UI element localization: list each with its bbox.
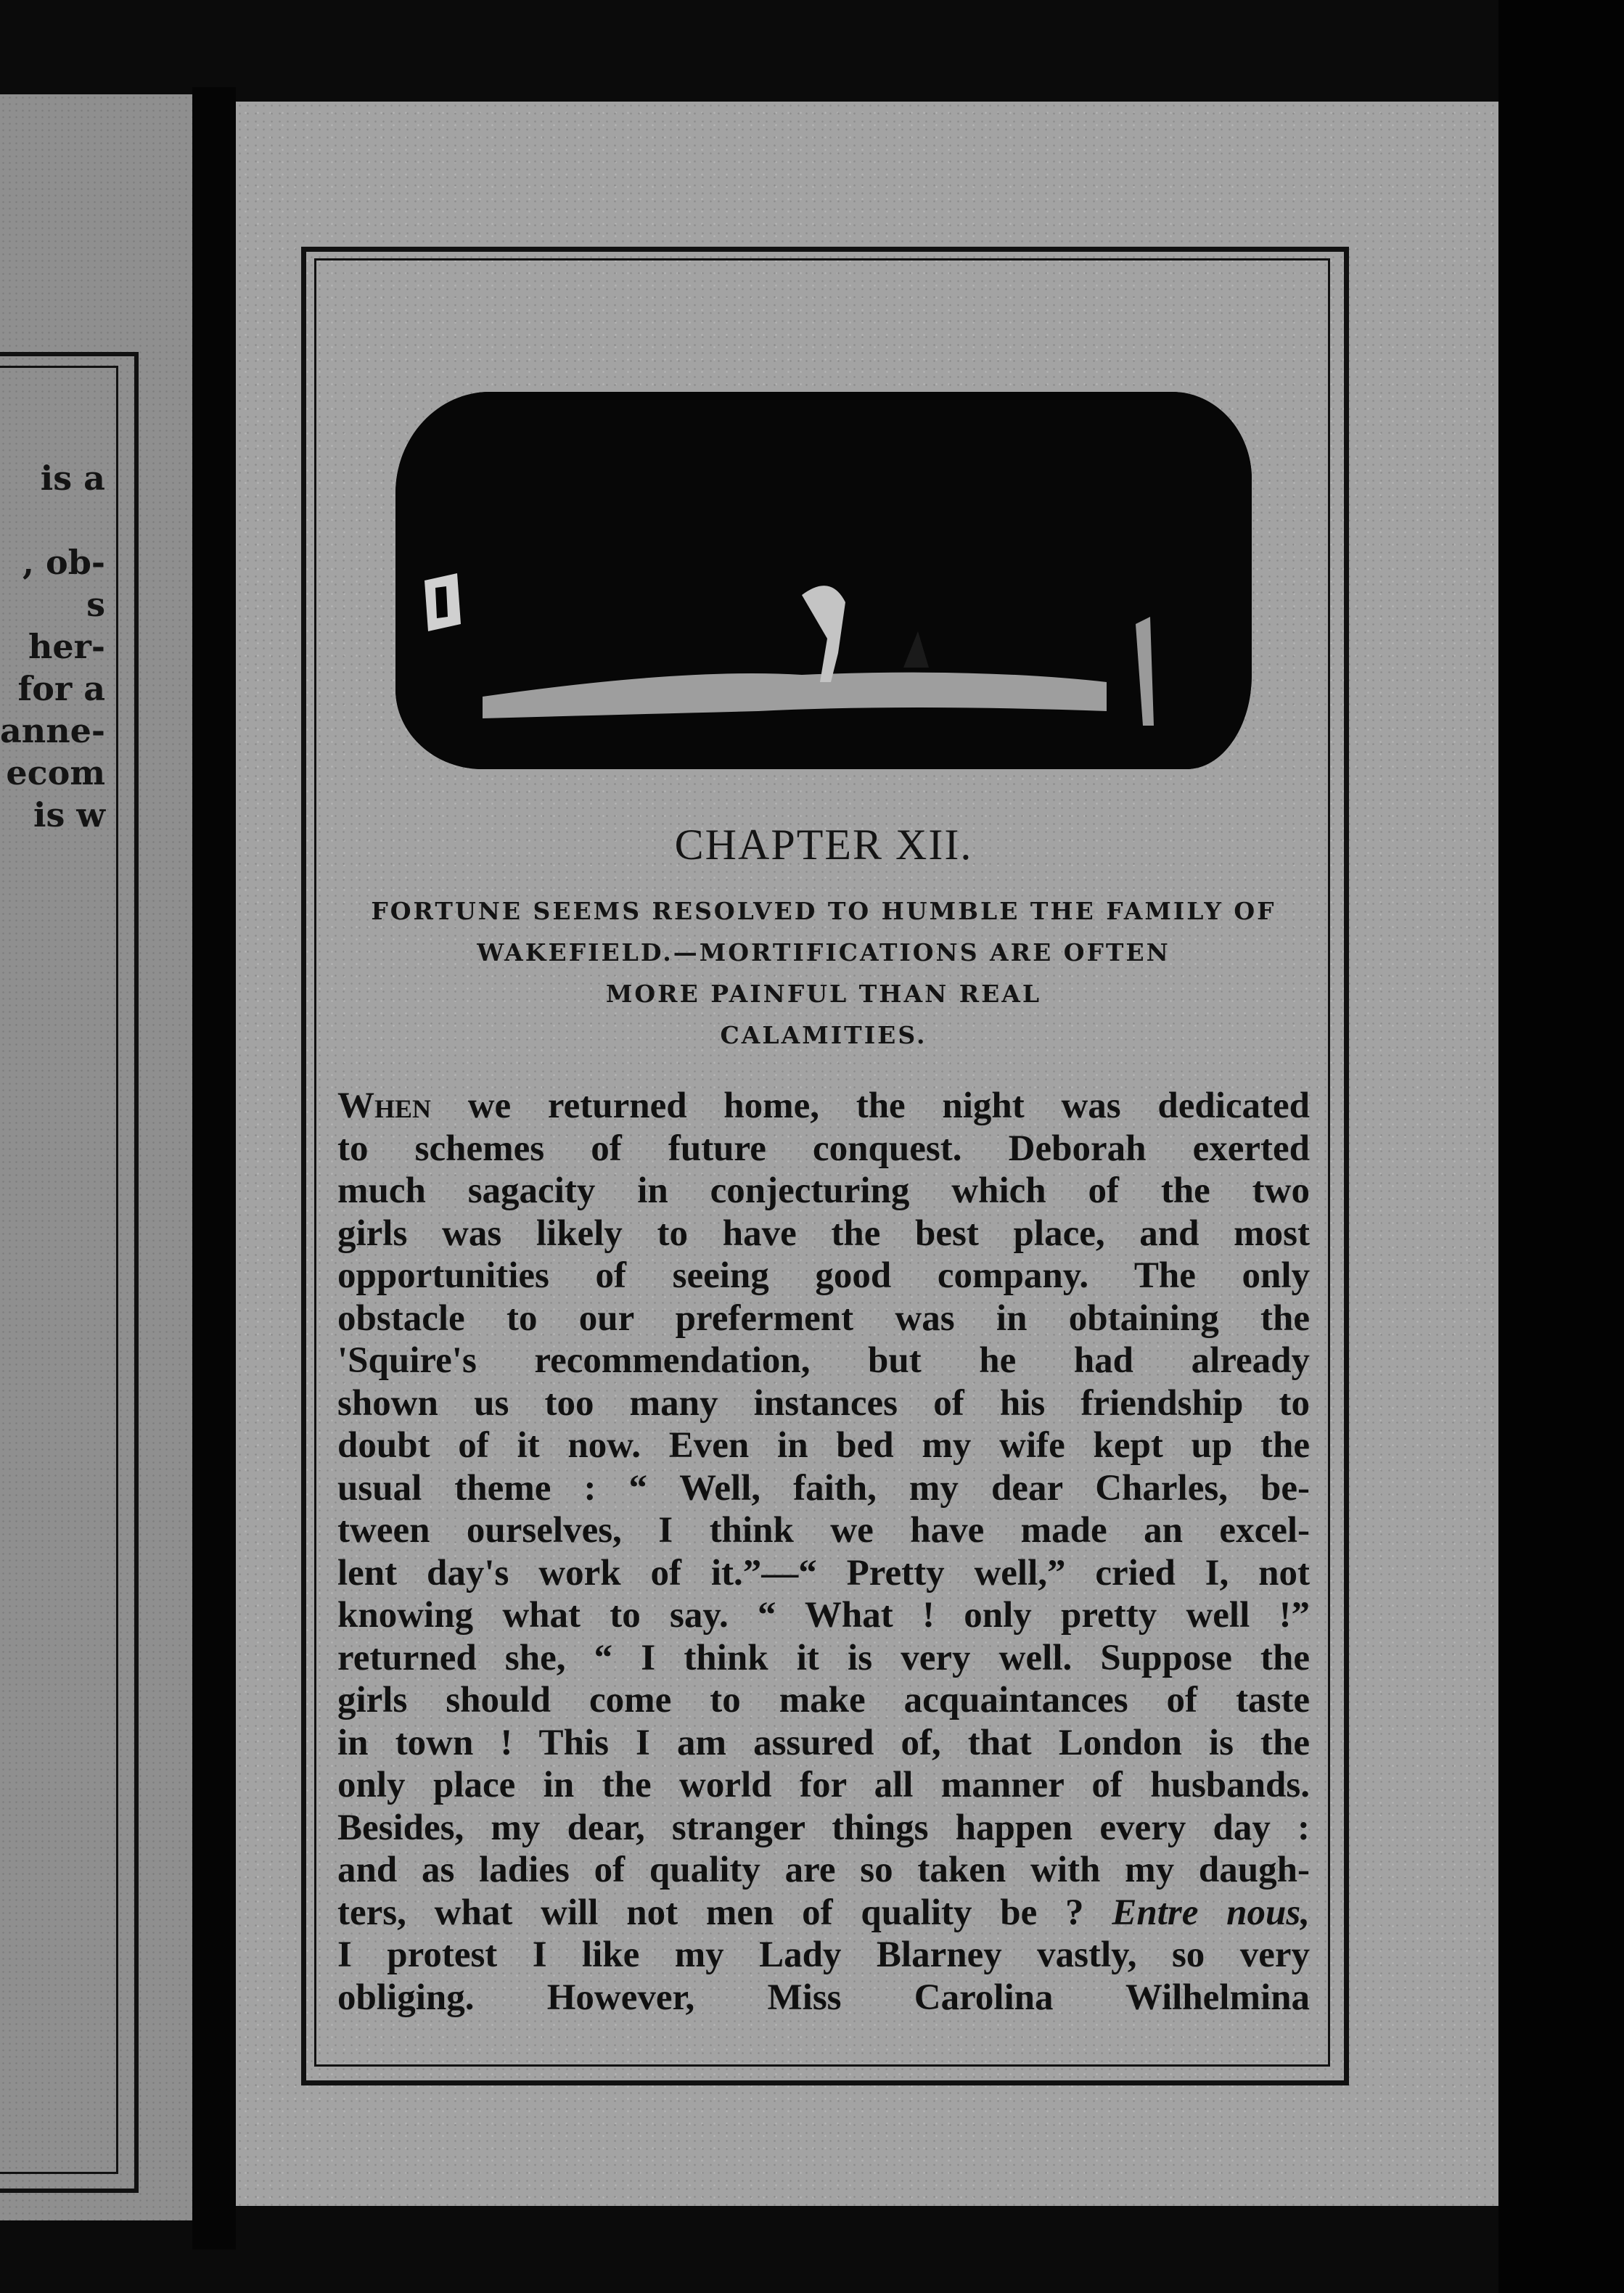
italic-phrase: Entre nous, xyxy=(1112,1892,1311,1933)
left-page-fragment xyxy=(0,94,192,2220)
subtitle-line: FORTUNE SEEMS RESOLVED TO HUMBLE THE FAMILY OF xyxy=(371,897,1276,925)
engraving-scene xyxy=(395,392,1252,769)
left-fragment: ecom xyxy=(6,753,105,792)
text-line: usual theme : “ Well, faith, my dear Charles, be- xyxy=(337,1467,1310,1509)
text-line: girls should come to make acquaintances of taste xyxy=(337,1680,1310,1720)
text-line: shown us too many instances of his friendship to xyxy=(337,1382,1310,1424)
text-line: returned she, “ I think it is very well. Suppose the xyxy=(337,1637,1310,1678)
dark-background-edge xyxy=(1498,0,1624,2293)
text-line-start: ters, what will not men of quality be ? xyxy=(337,1892,1112,1933)
text-line: 'Squire's recommendation, but he had already xyxy=(337,1340,1310,1381)
left-fragment: anne- xyxy=(0,711,105,750)
subtitle-line: CALAMITIES. xyxy=(720,1021,927,1049)
chapter-engraving-illustration xyxy=(395,392,1252,769)
text-line: much sagacity in conjecturing which of the two xyxy=(337,1170,1310,1211)
left-fragment: , ob- xyxy=(22,543,105,582)
left-fragment: is a xyxy=(40,459,105,498)
text-line: obstacle to our preferment was in obtaining the xyxy=(337,1297,1310,1339)
page-content xyxy=(337,276,1310,2019)
left-fragment: is w xyxy=(33,795,105,834)
book-gutter xyxy=(192,87,236,2249)
text-line: doubt of it now. Even in bed my wife kept up the xyxy=(337,1425,1310,1466)
text-line: lent day's work of it.”—“ Pretty well,” cried I, not xyxy=(337,1552,1310,1593)
text-line-rest: we returned home, the night was dedicated xyxy=(431,1086,1310,1126)
text-line xyxy=(337,1085,1310,1128)
text-line: Besides, my dear, stranger things happen every day : xyxy=(337,1807,1310,1848)
text-line: knowing what to say. “ What ! only pretty well !” xyxy=(337,1595,1310,1636)
text-line: to schemes of future conquest. Deborah exerted xyxy=(337,1128,1310,1169)
drop-word: When xyxy=(337,1086,432,1126)
text-line: obliging. However, Miss Carolina Wilhelmina xyxy=(337,1977,1310,2018)
text-line xyxy=(337,1892,1310,1935)
text-line: opportunities of seeing good company. The only xyxy=(337,1255,1310,1296)
subtitle-line: MORE PAINFUL THAN REAL xyxy=(605,980,1042,1008)
chapter-title: CHAPTER XII. xyxy=(674,821,973,869)
book-page xyxy=(236,102,1498,2206)
text-line: in town ! This I am assured of, that London is the xyxy=(337,1722,1310,1763)
text-line: girls was likely to have the best place, and most xyxy=(337,1213,1310,1254)
text-line: and as ladies of quality are so taken with my daugh- xyxy=(337,1850,1310,1890)
text-line: I protest I like my Lady Blarney vastly, so very xyxy=(337,1935,1310,1975)
subtitle-line: WAKEFIELD.—MORTIFICATIONS ARE OFTEN xyxy=(477,938,1170,967)
chapter-body-text xyxy=(337,1085,1310,2019)
left-fragment: s her- xyxy=(28,585,105,666)
left-fragment: for a xyxy=(17,669,105,708)
text-line: only place in the world for all manner of husbands. xyxy=(337,1765,1310,1805)
left-page-text xyxy=(0,457,105,836)
text-line: tween ourselves, I think we have made an excel- xyxy=(337,1510,1310,1551)
chapter-subtitle xyxy=(337,890,1310,1056)
